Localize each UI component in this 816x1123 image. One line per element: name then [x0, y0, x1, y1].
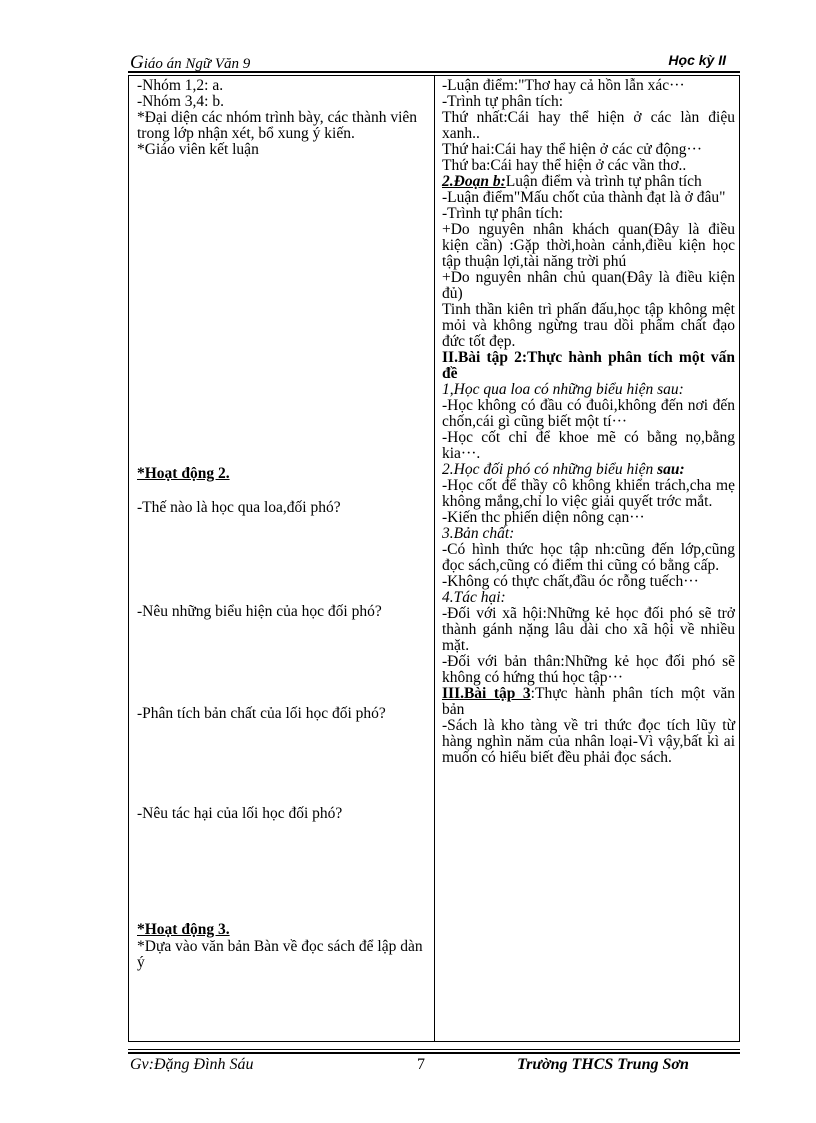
- superficial-1: -Học không có đầu có đuôi,không đến nơi đến chốn,cái gì cũng biết một tí···: [442, 397, 735, 430]
- order-label-2: -Trình tự phân tích:: [442, 205, 564, 222]
- header-rule-thick: [128, 71, 740, 73]
- activity-3-heading: *Hoạt động 3.: [137, 921, 230, 938]
- footer-rule-thin: [128, 1049, 740, 1050]
- harm-society: -Đối với xã hội:Những kẻ học đối phó sẽ trở thành gánh nặng lâu dài cho xã hội về nhiều mặt.: [442, 605, 735, 654]
- teacher-conclusion: *Giáo viên kết luận: [137, 141, 259, 158]
- coping-2: -Kiến thc phiến diện nông cạn···: [442, 509, 645, 526]
- superficial-2: -Học cốt chỉ để khoe mẽ có bằng nọ,bằng kia···.: [442, 429, 735, 462]
- question-3: -Phân tích bản chất của lối học đối phó?: [137, 705, 386, 722]
- activity-3-text: *Dựa vào văn bản Bàn về đọc sách để lập dàn ý: [137, 938, 423, 971]
- coping-study-heading: 2.Học đối phó có những biểu hiện sau:: [442, 461, 685, 478]
- paragraph-b: 2.Đoạn b:Luận điểm và trình tự phân tích: [442, 173, 702, 190]
- point-third: Thứ ba:Cái hay thể hiện ở các vần thơ..: [442, 157, 687, 174]
- point-first: Thứ nhất:Cái hay thể hiện ở các làn điệu xanh..: [442, 109, 735, 142]
- paragraph-b-label: 2.Đoạn b:: [442, 173, 506, 190]
- teacher-name: Gv:Đặng Đình Sáu: [130, 1056, 254, 1073]
- group-3-4: -Nhóm 3,4: b.: [137, 93, 224, 110]
- term-label: Học kỳ II: [668, 52, 726, 68]
- thesis-1: -Luận điểm:"Thơ hay cả hồn lẫn xác···: [442, 77, 685, 94]
- right-column-part-1: [442, 78, 735, 766]
- objective-cause: +Do nguyên nhân khách quan(Đây là điều kiện cần) :Gặp thời,hoàn cảnh,điều kiện học tập thuận lợi,tài năng trời phú: [442, 221, 735, 270]
- presentation-note: *Đại diện các nhóm trình bày, các thành viên trong lớp nhận xét, bổ xung ý kiến.: [137, 109, 418, 142]
- coping-1: -Học cốt để thầy cô không khiển trách,cha mẹ không mắng,chỉ lo việc giải quyết trớc mắt.: [442, 477, 735, 510]
- lesson-table: [128, 76, 740, 1042]
- order-label-1: -Trình tự phân tích:: [442, 93, 564, 110]
- point-second: Thứ hai:Cái hay thể hiện ở các cử động···: [442, 141, 702, 158]
- harm-heading: 4.Tác hại:: [442, 589, 506, 606]
- books-note: -Sách là kho tàng về tri thức đọc tích lũy từ hàng nghìn năm của nhân loại-Vì vậy,bất kì ai muốn có hiểu biết đều phải đọc sách.: [442, 717, 735, 766]
- exercise-3: III.Bài tập 3:Thực hành phân tích một văn bản: [442, 685, 735, 718]
- footer-rule-thick: [128, 1052, 740, 1054]
- column-divider: [434, 76, 435, 1041]
- left-column: [137, 78, 427, 158]
- harm-self: -Đối với bản thân:Những kẻ học đối phó sẽ không có hứng thú học tập···: [442, 653, 735, 686]
- thesis-2: -Luận điểm"Mấu chốt của thành đạt là ở đâu": [442, 189, 726, 206]
- group-1-2: -Nhóm 1,2: a.: [137, 77, 224, 94]
- subject-title: Giáo án Ngữ Văn 9: [130, 52, 251, 73]
- question-1: -Thế nào là học qua loa,đối phó?: [137, 499, 341, 516]
- page-header: [128, 52, 740, 72]
- perseverance: Tinh thần kiên trì phấn đấu,học tập không mệt mỏi và không ngừng trau dồi phẩm chất đạo đức tốt đẹp.: [442, 301, 735, 350]
- activity-2-heading: *Hoạt động 2.: [137, 465, 230, 482]
- nature-2: -Không có thực chất,đầu óc rỗng tuếch···: [442, 573, 699, 590]
- school-name: Trường THCS Trung Sơn: [517, 1056, 689, 1073]
- question-4: -Nêu tác hại của lối học đối phó?: [137, 805, 343, 822]
- nature-1: -Có hình thức học tập nh:cũng đến lớp,cũng đọc sách,cũng có điểm thi cũng có bằng cấp.: [442, 541, 735, 574]
- exercise-2-heading: II.Bài tập 2:Thực hành phân tích một vấn đề: [442, 349, 735, 382]
- subjective-cause: +Do nguyên nhân chủ quan(Đây là điều kiện đủ): [442, 269, 735, 302]
- nature-heading: 3.Bản chất:: [442, 525, 515, 542]
- question-2: -Nêu những biểu hiện của học đối phó?: [137, 603, 382, 620]
- superficial-study-heading: 1,Học qua loa có những biểu hiện sau:: [442, 381, 684, 398]
- exercise-3-label: III.Bài tập 3: [442, 685, 531, 702]
- page-number: 7: [417, 1056, 425, 1073]
